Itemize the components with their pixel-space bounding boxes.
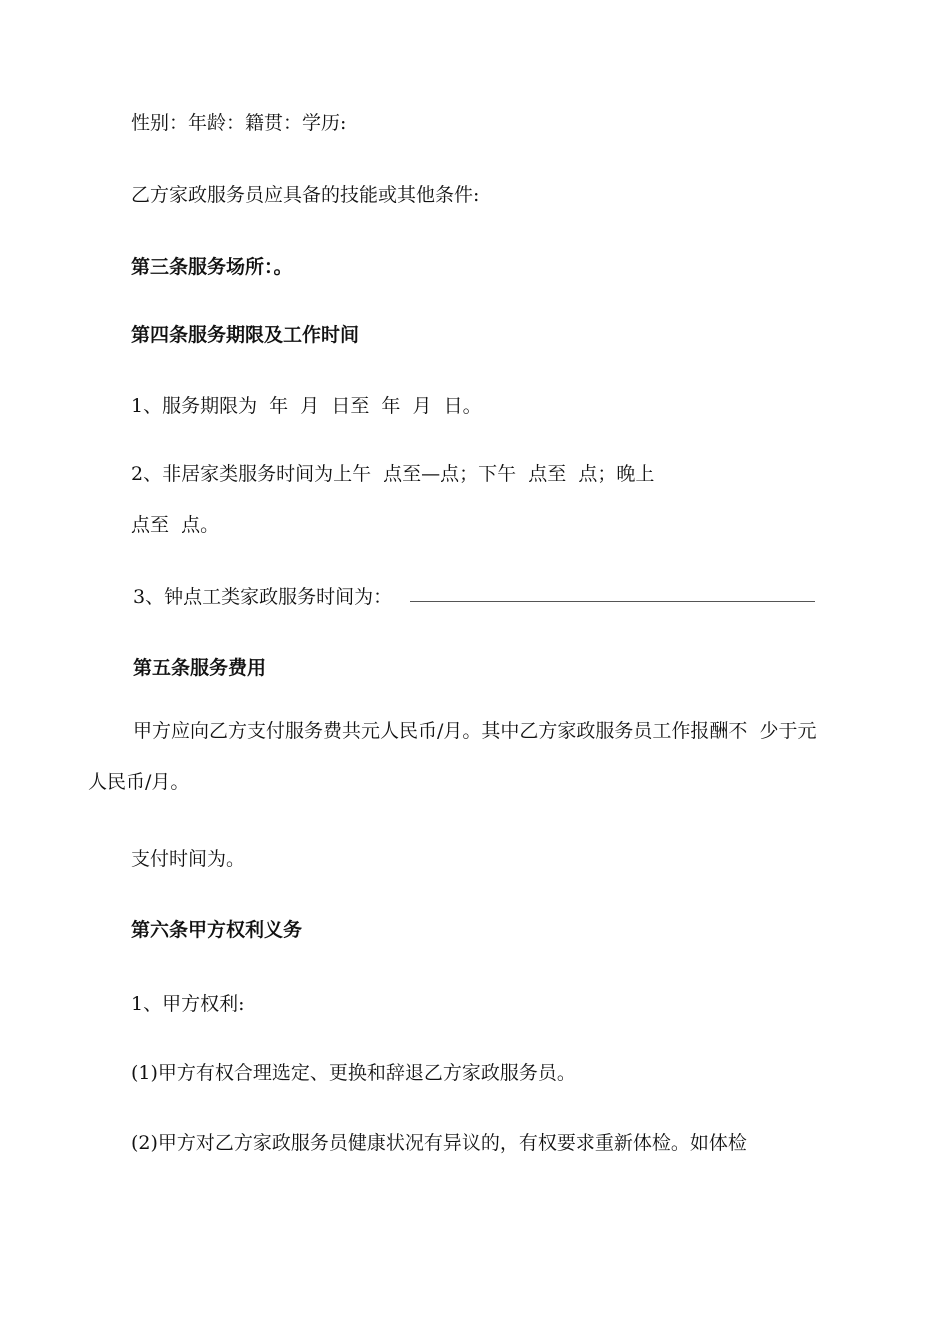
article-3-heading: 第三条服务场所：。: [131, 256, 293, 278]
article-5-heading: 第五条服务费用: [133, 657, 267, 679]
article-4-heading: 第四条服务期限及工作时间: [131, 324, 360, 346]
party-a-rights-heading: 1、甲方权利:: [131, 993, 245, 1015]
hourly-service-time-line: 3、钟点工类家政服务时间为：: [133, 586, 393, 608]
service-fee-continuation: 人民币/月。: [88, 771, 190, 793]
party-a-right-1: (1)甲方有权合理选定、更换和辞退乙方家政服务员。: [131, 1062, 576, 1084]
payment-time-line: 支付时间为。: [131, 848, 246, 870]
non-resident-hours-continuation: 点至 点。: [131, 514, 220, 536]
article-6-heading: 第六条甲方权利义务: [131, 919, 303, 941]
service-period-line: 1、服务期限为 年 月 日至 年 月 日。: [131, 395, 482, 417]
party-a-right-2: (2)甲方对乙方家政服务员健康状况有异议的，有权要求重新体检。如体检: [131, 1132, 747, 1154]
personal-info-line: 性别：年龄：籍贯：学历:: [131, 112, 347, 134]
non-resident-hours-line: 2、非居家类服务时间为上午 点至—点；下午 点至 点；晚上: [131, 463, 655, 485]
skills-requirement-line: 乙方家政服务员应具备的技能或其他条件:: [131, 184, 480, 206]
hourly-service-time-blank: [410, 601, 815, 602]
service-fee-paragraph: 甲方应向乙方支付服务费共元人民币/月。其中乙方家政服务员工作报酬不 少于元: [133, 720, 817, 742]
